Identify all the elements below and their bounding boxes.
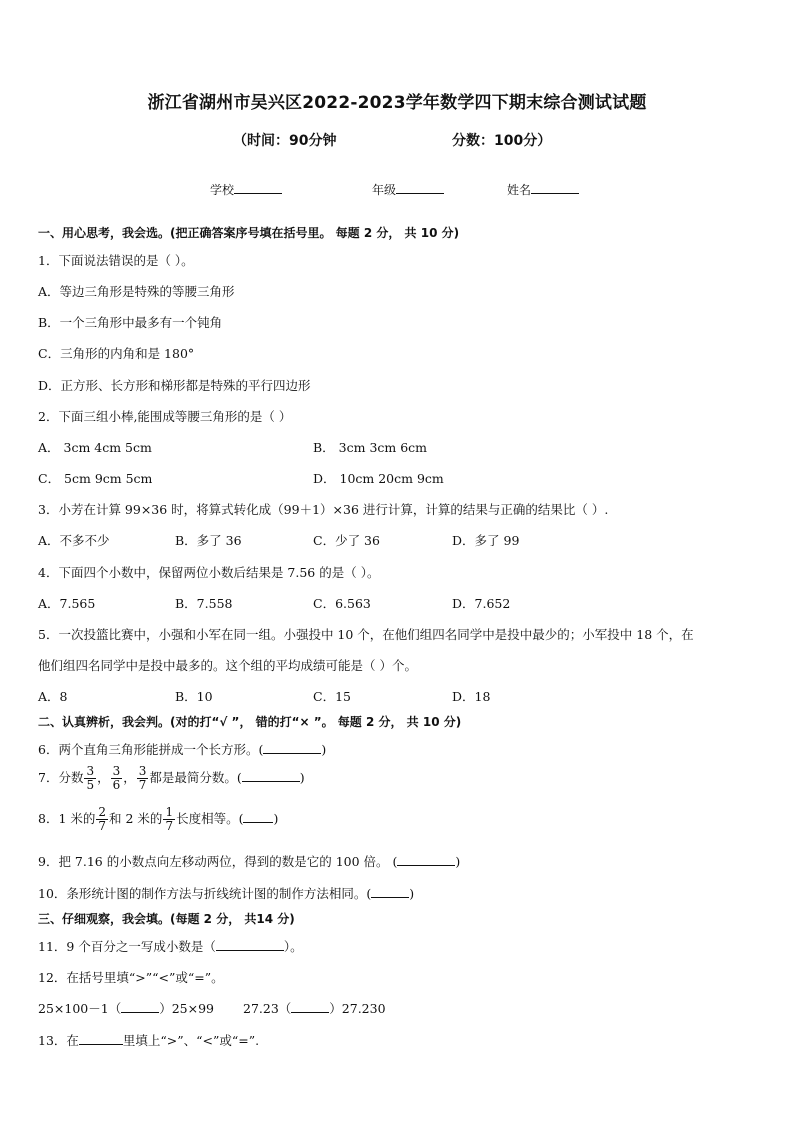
q10: [38, 884, 414, 902]
q6: [38, 740, 326, 758]
grade-field: [372, 181, 444, 198]
q5-stem-line-2: 他们组四名同学中是投中最多的。这个组的平均成绩可能是（ ）个。: [38, 658, 417, 673]
q8-f1-numerator: 2: [98, 805, 107, 819]
exam-time: （时间：90分钟: [233, 133, 337, 149]
q9-text: 9．把 7.16 的小数点向左移动两位，得到的数是它的 100 倍。 (: [38, 854, 398, 869]
q4-option-b: B．7.558: [175, 596, 233, 611]
q12-e1-pre: 25×100－1（: [38, 1001, 122, 1016]
q1-option-c: C．三角形的内角和是 180°: [38, 346, 195, 361]
q7-f3-numerator: 3: [138, 764, 147, 778]
grade-blank[interactable]: [396, 181, 444, 194]
q12-e1-answer-blank[interactable]: [121, 1000, 159, 1013]
q8-mid: 和 2 米的: [109, 811, 163, 826]
name-field: [507, 181, 579, 198]
q7-f1-numerator: 3: [86, 764, 95, 778]
q8-f2-denominator: 7: [165, 819, 174, 833]
q8-post: 长度相等。(: [176, 811, 244, 826]
q10-answer-blank[interactable]: [371, 885, 409, 898]
q6-close: ): [321, 742, 327, 757]
q8-f2-numerator: 1: [165, 805, 174, 819]
q1-option-a: A．等边三角形是特殊的等腰三角形: [38, 284, 235, 299]
q7-fraction-3: [137, 765, 149, 792]
q7-f2-denominator: 6: [112, 778, 121, 792]
q11-close: ）。: [283, 939, 303, 954]
q9: [38, 852, 460, 870]
q8-pre: 8．1 米的: [38, 811, 96, 826]
q12-e2-pre: 27.23（: [243, 1001, 292, 1016]
q7-f2-numerator: 3: [112, 764, 121, 778]
q13-answer-blank[interactable]: [79, 1032, 123, 1045]
q10-close: ): [409, 886, 415, 901]
q7: [38, 765, 305, 792]
q2-option-d: D． 10cm 20cm 9cm: [313, 471, 444, 486]
school-label: 学校: [210, 183, 235, 197]
q12-expression-2: [243, 999, 386, 1017]
exam-score: 分数：100分）: [452, 133, 552, 149]
q12-expression-1: [38, 999, 214, 1017]
q12-e2-post: ）27.230: [329, 1001, 386, 1016]
q5-option-b: B．10: [175, 689, 213, 704]
grade-label: 年级: [372, 183, 397, 197]
q12-stem: 12．在括号里填“>”“<”或“=”。: [38, 970, 224, 985]
q2-stem: 2．下面三组小棒,能围成等腰三角形的是（ ）: [38, 409, 292, 424]
q12-e1-post: ）25×99: [159, 1001, 214, 1016]
q13-pre: 13．在: [38, 1033, 79, 1048]
section-2-heading: 二、认真辨析，我会判。(对的打“√ ”， 错的打“× ”。 每题 2 分， 共 10 分): [38, 715, 462, 729]
q8-fraction-2: [163, 806, 175, 833]
name-label: 姓名: [507, 183, 532, 197]
q7-fraction-2: [111, 765, 123, 792]
section-1-heading: 一、用心思考，我会选。(把正确答案序号填在括号里。 每题 2 分， 共 10 分): [38, 226, 460, 240]
q8-answer-blank[interactable]: [243, 810, 273, 823]
q3-option-d: D．多了 99: [452, 533, 520, 548]
q4-option-a: A．7.565: [38, 596, 96, 611]
q7-post: 都是最简分数。(: [149, 770, 242, 785]
q9-answer-blank[interactable]: [397, 853, 455, 866]
q11-text: 11．9 个百分之一写成小数是（: [38, 939, 216, 954]
q5-option-a: A．8: [38, 689, 68, 704]
q2-option-b: B． 3cm 3cm 6cm: [313, 440, 428, 455]
q7-f3-denominator: 7: [138, 778, 147, 792]
q5-option-d: D．18: [452, 689, 491, 704]
q7-sep-2: ，: [123, 770, 136, 785]
q2-option-c: C． 5cm 9cm 5cm: [38, 471, 153, 486]
q8: [38, 806, 278, 833]
q13: [38, 1031, 259, 1049]
q2-option-a: A． 3cm 4cm 5cm: [38, 440, 152, 455]
q10-text: 10．条形统计图的制作方法与折线统计图的制作方法相同。(: [38, 886, 372, 901]
q3-option-c: C．少了 36: [313, 533, 380, 548]
q1-stem: 1．下面说法错误的是（ ）。: [38, 253, 194, 268]
q7-pre: 7．分数: [38, 770, 84, 785]
q7-answer-blank[interactable]: [242, 769, 300, 782]
q5-stem-line-1: 5．一次投篮比赛中，小强和小军在同一组。小强投中 10 个，在他们组四名同学中是投中最少的；小军投中 18 个，在: [38, 627, 694, 642]
q7-sep-1: ，: [97, 770, 110, 785]
q9-close: ): [455, 854, 461, 869]
q3-option-a: A．不多不少: [38, 533, 110, 548]
q7-f1-denominator: 5: [86, 778, 95, 792]
q8-fraction-1: [96, 806, 108, 833]
section-3-heading: 三、仔细观察，我会填。(每题 2 分， 共14 分): [38, 912, 295, 926]
q4-option-c: C．6.563: [313, 596, 371, 611]
q11-answer-blank[interactable]: [216, 938, 284, 951]
q7-fraction-1: [84, 765, 96, 792]
q1-option-b: B．一个三角形中最多有一个钝角: [38, 315, 223, 330]
q7-close: ): [299, 770, 305, 785]
page-title: 浙江省湖州市吴兴区2022-2023学年数学四下期末综合测试试题: [147, 93, 647, 113]
q3-option-b: B．多了 36: [175, 533, 242, 548]
q8-close: ): [273, 811, 279, 826]
q5-option-c: C．15: [313, 689, 351, 704]
q6-answer-blank[interactable]: [263, 741, 321, 754]
q13-post: 里填上“>”、“<”或“=”.: [122, 1033, 260, 1048]
q11: [38, 937, 303, 955]
q12-e2-answer-blank[interactable]: [291, 1000, 329, 1013]
q6-text: 6．两个直角三角形能拼成一个长方形。(: [38, 742, 264, 757]
q3-stem: 3．小芳在计算 99×36 时，将算式转化成（99＋1）×36 进行计算，计算的结果与正确的结果比（ ）.: [38, 502, 609, 517]
q8-f1-denominator: 7: [98, 819, 107, 833]
school-blank[interactable]: [234, 181, 282, 194]
name-blank[interactable]: [531, 181, 579, 194]
school-field: [210, 181, 282, 198]
q4-option-d: D．7.652: [452, 596, 511, 611]
q1-option-d: D．正方形、长方形和梯形都是特殊的平行四边形: [38, 378, 311, 393]
q4-stem: 4．下面四个小数中，保留两位小数后结果是 7.56 的是（ ）。: [38, 565, 380, 580]
